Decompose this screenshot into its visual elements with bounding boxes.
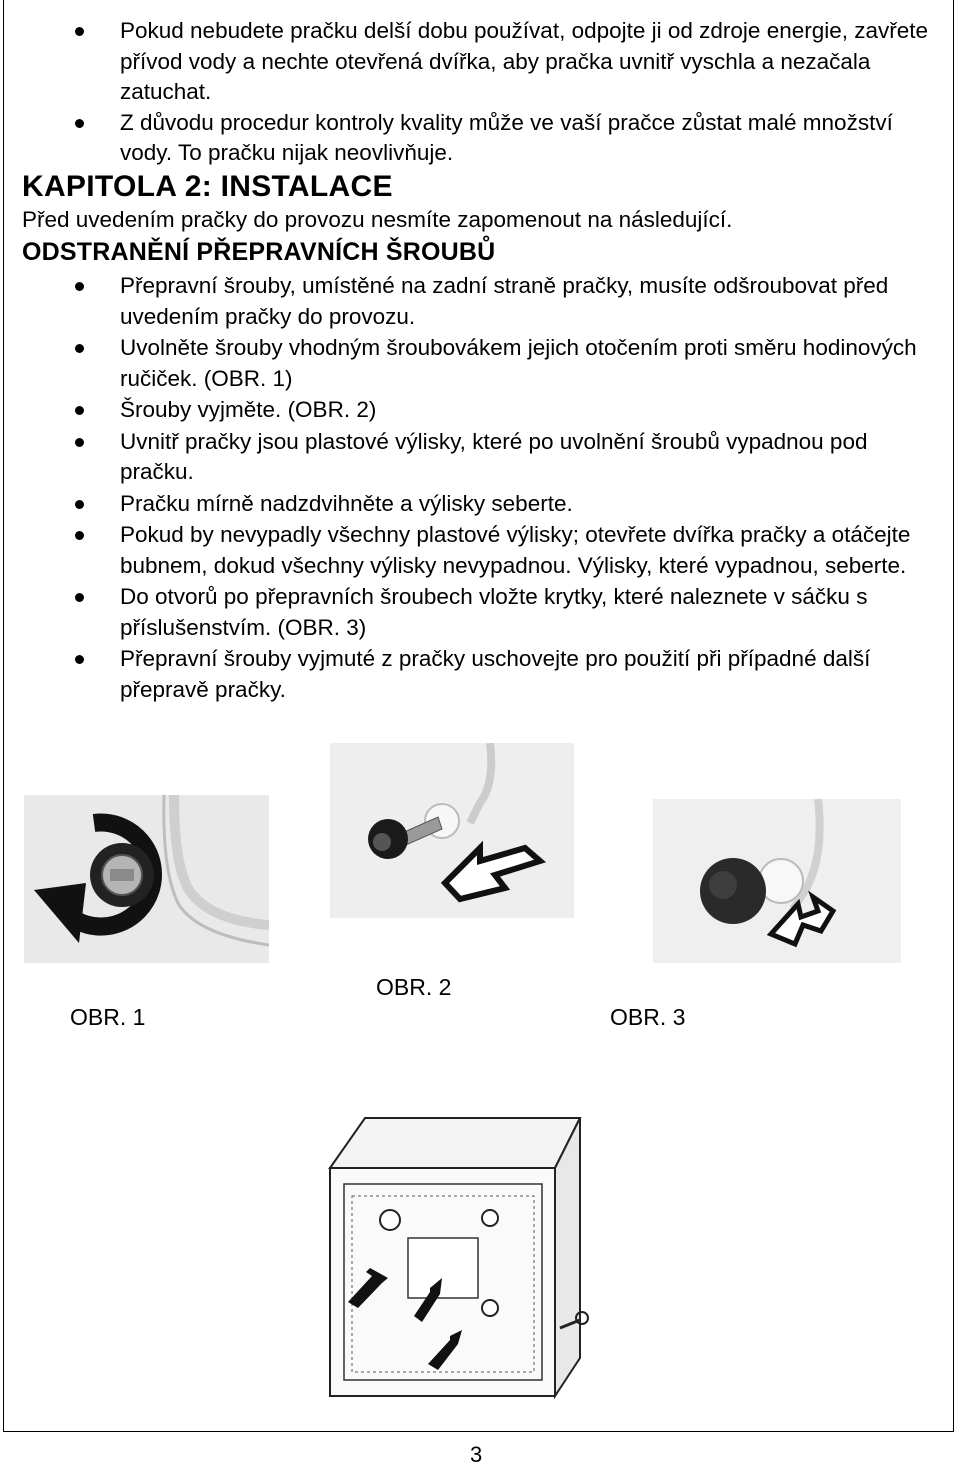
instruction-bullet-list	[2, 271, 932, 706]
figure-1-caption: OBR. 1	[70, 1004, 146, 1030]
list-item: Přepravní šrouby, umístěné na zadní straně pračky, musíte odšroubovat před uvedením pračky do provozu.	[2, 271, 932, 332]
list-item: Uvolněte šrouby vhodným šroubovákem jejich otočením proti směru hodinových ručiček. (OBR. 1)	[2, 333, 932, 394]
list-item: Pokud by nevypadly všechny plastové výlisky; otevřete dvířka pračky a otáčejte bubnem, dokud všechny výlisky nevypadnou. Výlisky, které vypadnou, seberte.	[2, 520, 932, 581]
list-item: Pračku mírně nadzdvihněte a výlisky seberte.	[2, 489, 932, 520]
list-item: Pokud nebudete pračku delší dobu používat, odpojte ji od zdroje energie, zavřete přívod vody a nechte otevřená dvířka, aby pračka uvnitř vyschla a nezačala zatuchat.	[2, 16, 932, 108]
list-item: Šrouby vyjměte. (OBR. 2)	[2, 395, 932, 426]
list-item: Uvnitř pračky jsou plastové výlisky, které po uvolnění šroubů vypadnou pod pračku.	[2, 427, 932, 488]
chapter-title: KAPITOLA 2: INSTALACE	[22, 170, 393, 203]
section-title: ODSTRANĚNÍ PŘEPRAVNÍCH ŠROUBŮ	[22, 238, 496, 266]
figure-2-caption: OBR. 2	[376, 974, 452, 1000]
figure-2-remove-bolt-image	[330, 743, 574, 918]
figure-3-insert-cap-image	[653, 799, 901, 963]
washing-machine-rear-diagram	[310, 1108, 602, 1404]
list-item: Do otvorů po přepravních šroubech vložte krytky, které naleznete v sáčku s příslušenstvím. (OBR. 3)	[2, 582, 932, 643]
intro-text: Před uvedením pračky do provozu nesmíte zapomenout na následující.	[22, 207, 733, 232]
figure-3-caption: OBR. 3	[610, 1004, 686, 1030]
list-item: Z důvodu procedur kontroly kvality může ve vaší pračce zůstat malé množství vody. To pračku nijak neovlivňuje.	[2, 108, 932, 169]
figure-1-unscrew-image	[24, 795, 269, 963]
top-bullet-list	[2, 16, 932, 169]
list-item: Přepravní šrouby vyjmuté z pračky uschovejte pro použití při případné další přepravě pračky.	[2, 644, 932, 705]
page-number: 3	[470, 1442, 483, 1467]
